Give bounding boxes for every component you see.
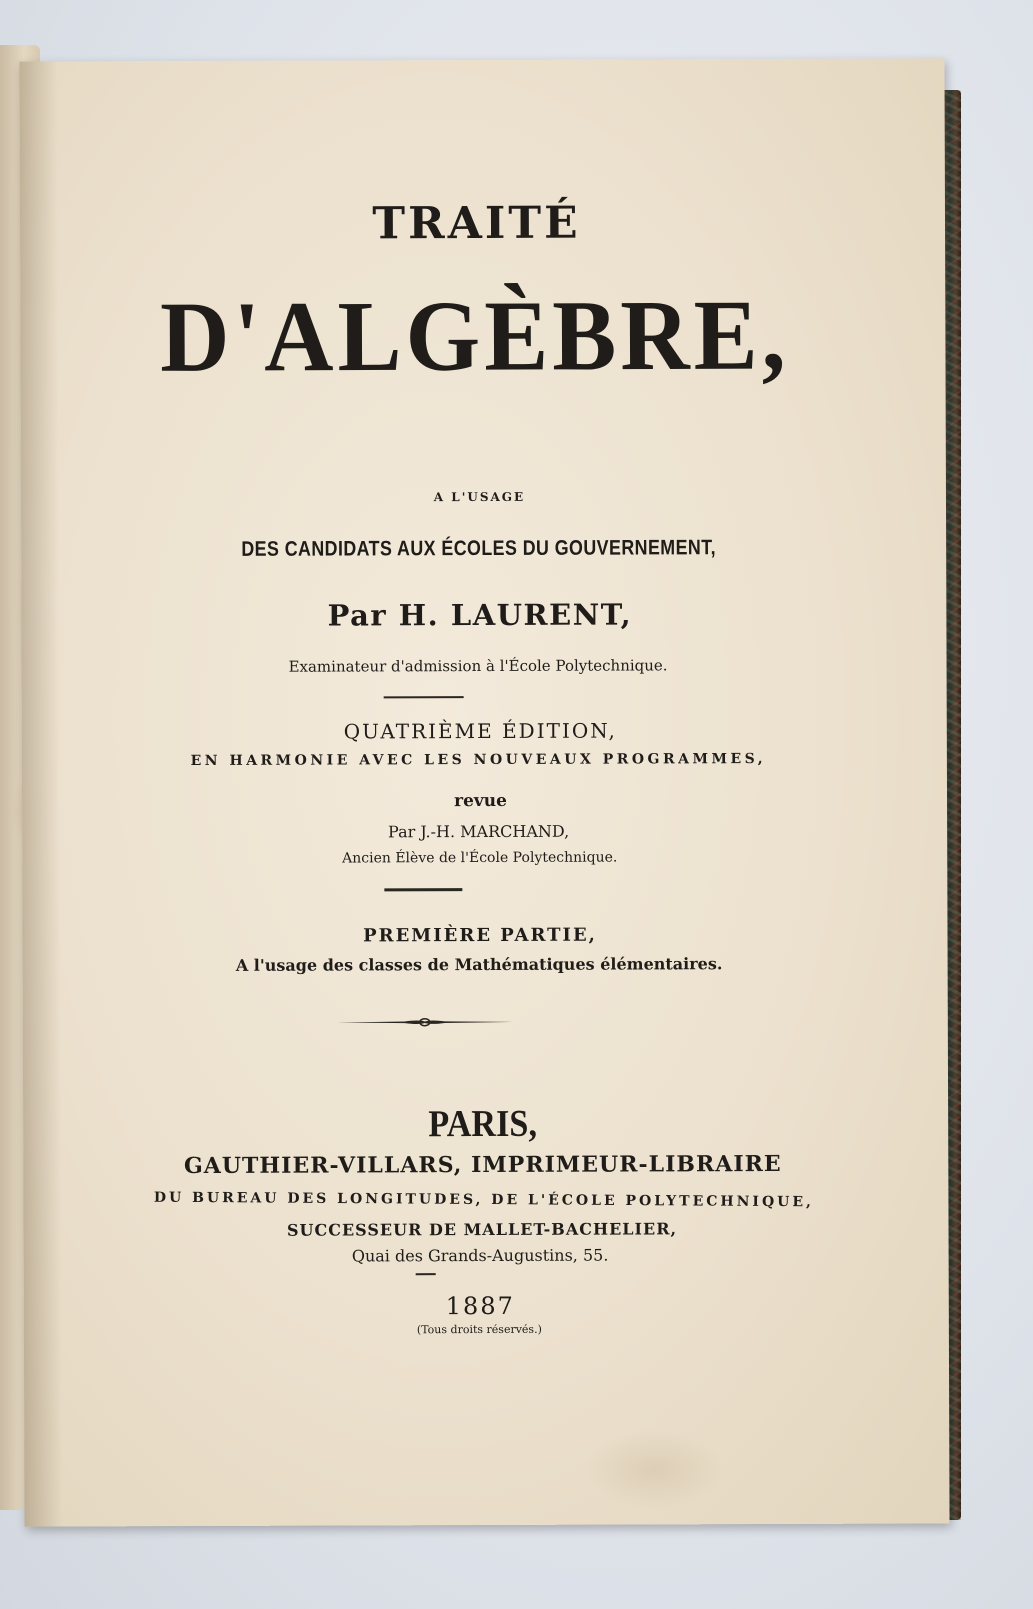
address-line: Quai des Grands-Augustins, 55. xyxy=(351,1245,609,1266)
harmony-line: EN HARMONIE AVEC LES NOUVEAUX PROGRAMMES, xyxy=(190,751,767,770)
reviser-line: Par J.-H. MARCHAND, xyxy=(388,821,570,842)
ornamental-rule xyxy=(335,1010,515,1035)
publisher-line-2: DU BUREAU DES LONGITUDES, DE L'ÉCOLE POLYTECHNIQUE, xyxy=(153,1189,815,1211)
usage-line: A L'USAGE xyxy=(433,489,526,505)
publisher-line: GAUTHIER-VILLARS, IMPRIMEUR-LIBRAIRE xyxy=(183,1150,782,1180)
divider-rule xyxy=(384,696,464,698)
paper-foxing xyxy=(584,1429,724,1509)
divider-rule xyxy=(416,1273,436,1275)
reviser-role: Ancien Élève de l'École Polytechnique. xyxy=(342,849,618,867)
year-line: 1887 xyxy=(445,1291,515,1321)
title-page xyxy=(19,58,949,1526)
part-line: PREMIÈRE PARTIE, xyxy=(363,924,597,947)
part-audience: A l'usage des classes de Mathématiques élémentaires. xyxy=(235,954,723,975)
city-line: PARIS, xyxy=(428,1102,538,1146)
title-line-1: TRAITÉ xyxy=(372,197,581,250)
revised-line: revue xyxy=(454,790,507,812)
publisher-line-3: SUCCESSEUR DE MALLET-BACHELIER, xyxy=(286,1219,678,1240)
audience-line: DES CANDIDATS AUX ÉCOLES DU GOUVERNEMENT, xyxy=(241,536,716,561)
edition-line: QUATRIÈME ÉDITION, xyxy=(343,718,617,744)
divider-rule xyxy=(384,888,462,891)
rights-line: (Tous droits réservés.) xyxy=(416,1322,542,1337)
author-line: Par H. LAURENT, xyxy=(327,597,633,633)
author-role: Examinateur d'admission à l'École Polytechnique. xyxy=(288,656,668,676)
title-line-2: D'ALGÈBRE, xyxy=(159,278,790,393)
